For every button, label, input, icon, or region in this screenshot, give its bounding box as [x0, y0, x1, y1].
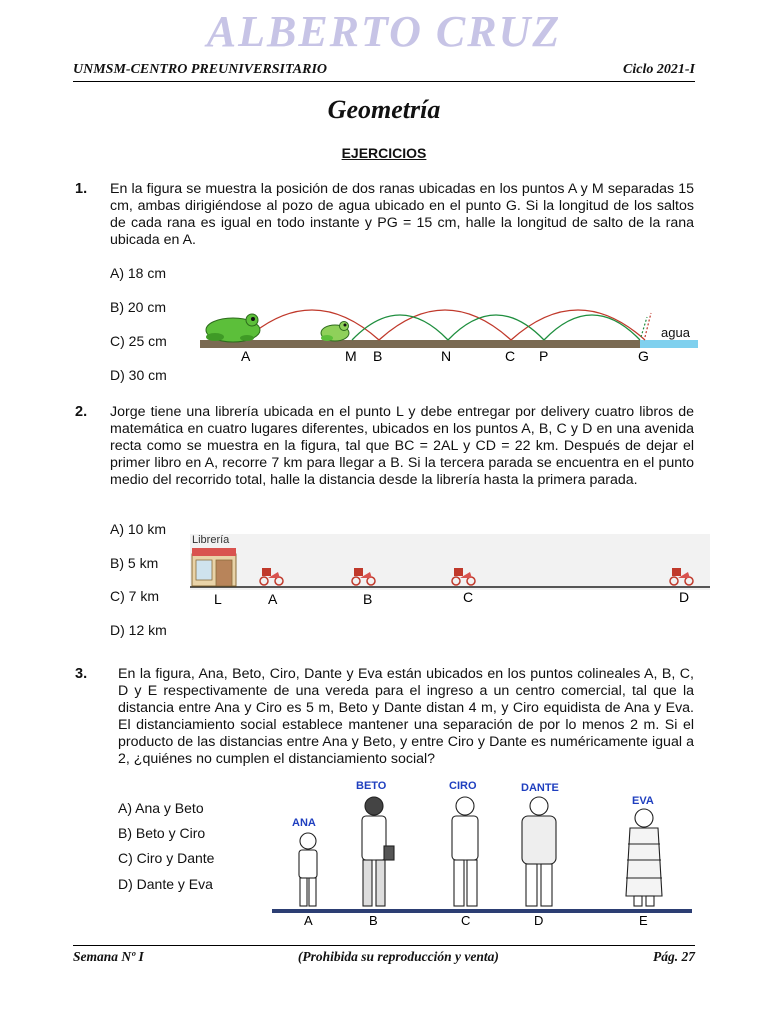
person-name-ana: ANA — [292, 817, 316, 829]
point-label-E: E — [639, 913, 648, 928]
person-name-dante: DANTE — [521, 782, 559, 794]
person-eva-figure — [626, 809, 662, 906]
question-3-option-a: A) Ana y Beto — [118, 800, 204, 816]
jump-arc-green-1 — [352, 315, 448, 340]
question-1-option-d: D) 30 cm — [110, 367, 167, 383]
question-3-number: 3. — [75, 666, 88, 682]
point-label-A: A — [304, 913, 313, 928]
store-label: Librería — [192, 534, 230, 546]
question-3-option-b: B) Beto y Ciro — [118, 825, 206, 841]
question-1-option-c: C) 25 cm — [110, 333, 167, 349]
jump-arc-green-3 — [544, 315, 640, 340]
frogs-figure — [195, 285, 700, 365]
point-label-C: C — [505, 348, 516, 364]
point-label-A: A — [241, 348, 251, 364]
point-label-C: C — [463, 589, 474, 605]
point-label-P: P — [539, 348, 549, 364]
point-label-B: B — [373, 348, 383, 364]
question-2-text: Jorge tiene una librería ubicada en el punto L y debe entregar por delivery cuatro libros de matemática en cuatro lugares diferentes, ubicados en los puntos A, B, C y D en una avenida recta como se muestra en la figura, tal que BC = 2AL y CD = 22 km. Después de dejar el primer libro en A, recorre 7 km para llegar a B. Si la tercera parada se encuentra en el punto medio del recorrido total, halle la distancia desde la librería hasta la primera parada. — [110, 404, 694, 488]
question-1-option-b: B) 20 cm — [110, 299, 167, 315]
person-name-ciro: CIRO — [449, 780, 477, 792]
footer-week: Semana Nº I — [73, 949, 144, 964]
header-institution: UNMSM-CENTRO PREUNIVERSITARIO — [73, 62, 328, 77]
footer-page-number: Pág. 27 — [653, 949, 695, 964]
page-header — [73, 62, 695, 82]
person-name-beto: BETO — [356, 780, 387, 792]
question-3-option-c: C) Ciro y Dante — [118, 850, 215, 866]
bookstore-icon — [192, 548, 236, 586]
header-cycle: Ciclo 2021-I — [623, 62, 695, 77]
point-label-G: G — [638, 348, 649, 364]
point-label-C: C — [461, 913, 471, 928]
arrow-red — [645, 313, 651, 337]
question-2-option-d: D) 12 km — [110, 622, 167, 638]
water-pool — [640, 340, 698, 348]
point-label-D: D — [534, 913, 544, 928]
delivery-figure — [190, 528, 710, 608]
jump-arc-red-1 — [245, 310, 379, 340]
point-label-A: A — [268, 591, 278, 607]
question-1-text: En la figura se muestra la posición de dos ranas ubicadas en los puntos A y M separadas 15 cm, ambas dirigiéndose al pozo de agua ubicado en el punto G. Si la longitud de los saltos de cada rana es igual en todo instante y PG = 15 cm, halle la longitud de salto de la rana ubicada en A. — [110, 181, 694, 248]
point-label-N: N — [441, 348, 452, 364]
person-beto-figure — [362, 797, 394, 906]
arrow-green — [641, 317, 647, 337]
jump-arc-red-3 — [511, 310, 645, 340]
person-ana-figure — [299, 833, 317, 906]
ground-strip — [200, 340, 640, 348]
people-figure — [268, 778, 698, 930]
section-subtitle: EJERCICIOS — [341, 145, 427, 161]
sidewalk-line — [272, 909, 692, 913]
question-2-option-a: A) 10 km — [110, 521, 167, 537]
question-3-option-d: D) Dante y Eva — [118, 876, 213, 892]
question-3-text: En la figura, Ana, Beto, Ciro, Dante y Eva están ubicados en los puntos colineales A, B, C, D y E respectivamente de una vereda para el ingreso a un centro comercial, tal que la distancia entre Ana y Ciro es 5 m, Beto y Dante distan 4 m, y Ciro equidista de Ana y Eva. El distanciamiento social establece mantener una separación de por lo menos 2 m. Si el producto de las distancias entre Ana y Beto, y entre Ciro y Dante es numéricamente igual a 2, ¿quiénes no cumplen el distanciamiento social? — [118, 666, 694, 767]
point-label-D: D — [679, 589, 690, 605]
question-1-number: 1. — [75, 181, 88, 197]
page-footer — [73, 945, 695, 965]
page-title: Geometría — [327, 95, 441, 124]
question-2-number: 2. — [75, 404, 88, 420]
question-2-option-c: C) 7 km — [110, 588, 159, 604]
footer-notice: (Prohibida su reproducción y venta) — [297, 949, 499, 964]
point-label-M: M — [345, 348, 357, 364]
person-ciro-figure — [452, 797, 478, 906]
frog-a-icon — [206, 314, 260, 342]
watermark: ALBERTO CRUZ — [206, 7, 562, 56]
person-dante-figure — [522, 797, 556, 906]
point-label-L: L — [214, 591, 222, 607]
point-label-B: B — [369, 913, 378, 928]
question-1-option-a: A) 18 cm — [110, 265, 167, 281]
point-label-B: B — [363, 591, 373, 607]
question-2-option-b: B) 5 km — [110, 555, 159, 571]
water-label: agua — [661, 325, 690, 340]
person-name-eva: EVA — [632, 795, 654, 807]
frog-m-icon — [321, 322, 349, 342]
